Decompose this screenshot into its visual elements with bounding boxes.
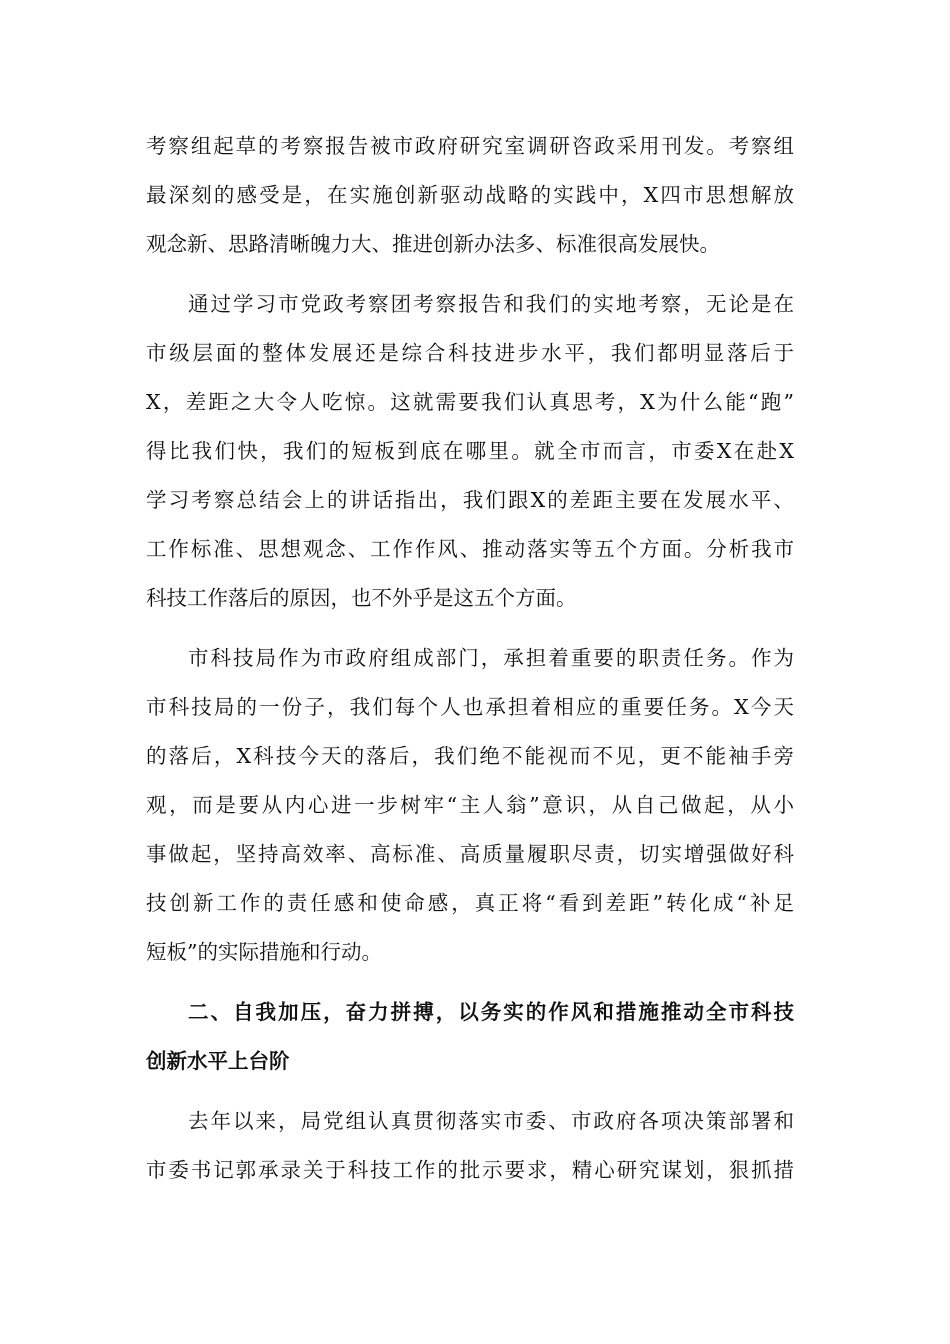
text-line: 科技工作落后的原因，也不外乎是这五个方面。 [146, 586, 577, 610]
text-line: 去年以来，局党组认真贯彻落实市委、市政府各项决策部署和 [188, 1109, 794, 1133]
paragraph-3 [146, 634, 794, 977]
text-line: 得比我们快，我们的短板到底在哪里。就全市而言，市委X在赴X [146, 439, 794, 463]
paragraph-1 [146, 122, 794, 269]
document-body [146, 122, 794, 1195]
text-line: 市科技局的一份子，我们每个人也承担着相应的重要任务。X今天 [146, 695, 794, 719]
text-line: 市科技局作为市政府组成部门，承担着重要的职责任务。作为 [188, 646, 794, 670]
text-line: 通过学习市党政考察团考察报告和我们的实地考察，无论是在 [188, 292, 794, 316]
text-line: 观念新、思路清晰魄力大、推进创新办法多、标准很高发展快。 [146, 232, 720, 256]
text-line: 事做起，坚持高效率、高标准、高质量履职尽责，切实增强做好科 [146, 842, 794, 866]
section-heading [146, 988, 794, 1086]
text-line: 市级层面的整体发展还是综合科技进步水平，我们都明显落后于 [146, 341, 794, 365]
text-line: X，差距之大令人吃惊。这就需要我们认真思考，X为什么能“跑” [146, 390, 794, 414]
text-line: 市委书记郭承录关于科技工作的批示要求，精心研究谋划，狠抓措 [146, 1158, 794, 1182]
text-line: 的落后，X科技今天的落后，我们绝不能视而不见，更不能袖手旁 [146, 744, 794, 768]
text-line: 观，而是要从内心进一步树牢“主人翁”意识，从自己做起，从小 [146, 793, 794, 817]
text-line: 学习考察总结会上的讲话指出，我们跟X的差距主要在发展水平、 [146, 488, 794, 512]
paragraph-4 [146, 1097, 794, 1195]
heading-line: 二、自我加压，奋力拼搏，以务实的作风和措施推动全市科技 [188, 1000, 794, 1024]
text-line: 短板”的实际措施和行动。 [146, 940, 382, 964]
text-line: 技创新工作的责任感和使命感，真正将“看到差距”转化成“补足 [146, 891, 794, 915]
heading-line: 创新水平上台阶 [146, 1049, 290, 1073]
text-line: 考察组起草的考察报告被市政府研究室调研咨政采用刊发。考察组 [146, 134, 794, 158]
text-line: 工作标准、思想观念、工作作风、推动落实等五个方面。分析我市 [146, 537, 794, 561]
paragraph-2 [146, 280, 794, 623]
text-line: 最深刻的感受是，在实施创新驱动战略的实践中，X四市思想解放 [146, 183, 794, 207]
